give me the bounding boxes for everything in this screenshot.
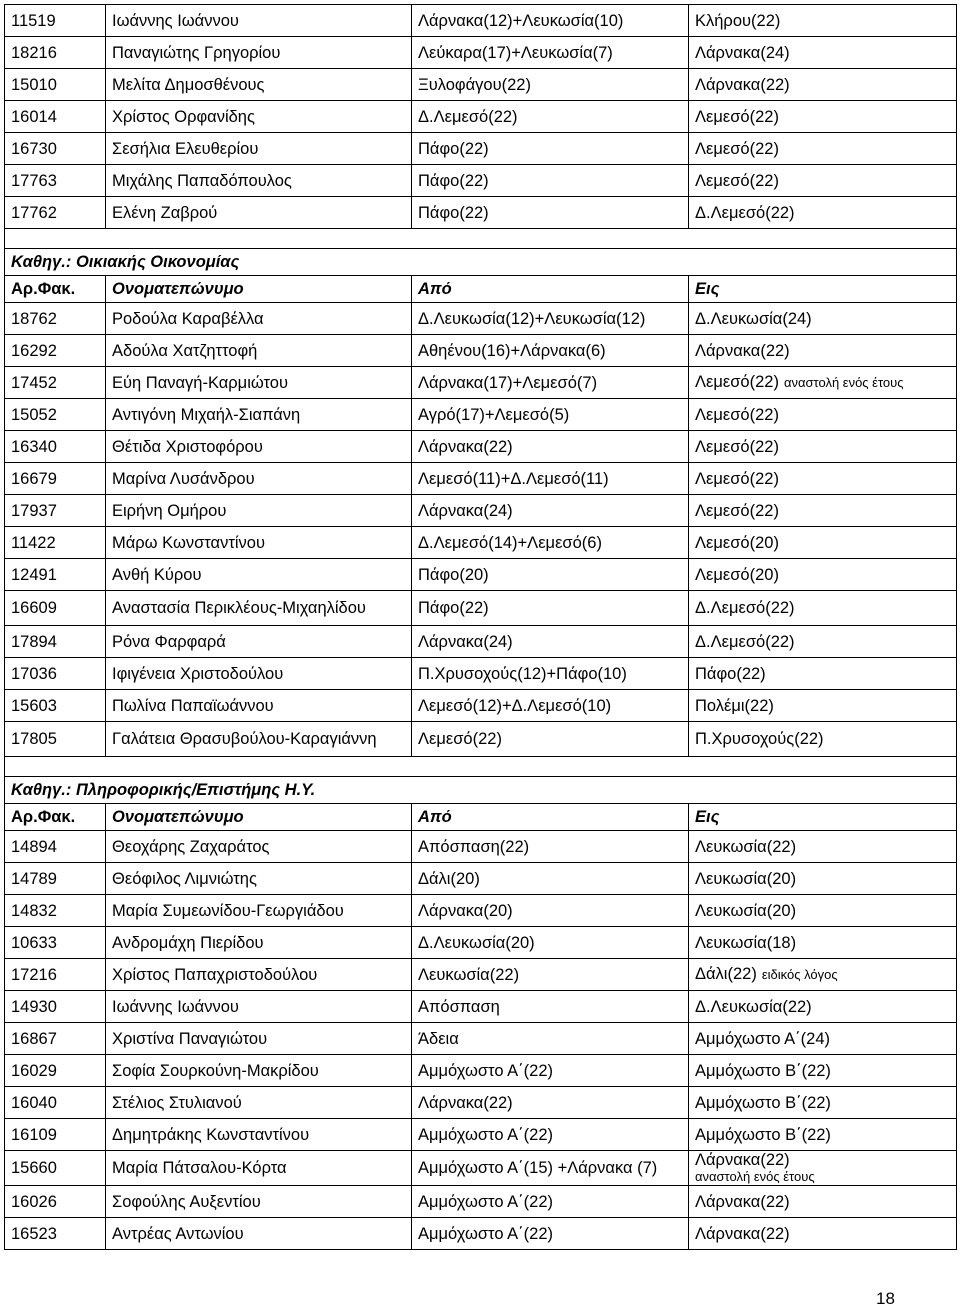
file-number-cell: 17216 xyxy=(5,959,106,991)
from-cell: Πάφο(22) xyxy=(412,165,689,197)
to-value: Αμμόχωστο Β΄(22) xyxy=(695,1093,831,1112)
to-cell xyxy=(689,495,957,527)
from-cell: Αθηένου(16)+Λάρνακα(6) xyxy=(412,335,689,367)
to-value: Π.Χρυσοχούς(22) xyxy=(695,730,824,748)
table-row xyxy=(5,69,957,101)
to-cell xyxy=(689,722,957,757)
file-number-cell: 16867 xyxy=(5,1023,106,1055)
table-row xyxy=(5,658,957,690)
from-cell: Πάφο(22) xyxy=(412,133,689,165)
name-header: Ονοματεπώνυμο xyxy=(106,276,412,303)
to-value: Δάλι(22) xyxy=(695,965,757,983)
to-cell xyxy=(689,431,957,463)
to-cell xyxy=(689,658,957,690)
from-cell: Αμμόχωστο Α΄(22) xyxy=(412,1186,689,1218)
to-value: Αμμόχωστο Β΄(22) xyxy=(695,1061,831,1080)
table-row xyxy=(5,37,957,69)
file-number-cell: 14930 xyxy=(5,991,106,1023)
category-row xyxy=(5,777,957,804)
from-header: Από xyxy=(412,804,689,831)
to-value: Δ.Λεμεσό(22) xyxy=(695,632,795,651)
table-row xyxy=(5,335,957,367)
file-number-cell: 17937 xyxy=(5,495,106,527)
to-cell xyxy=(689,367,957,399)
to-cell xyxy=(689,165,957,197)
name-cell: Αντιγόνη Μιχαήλ-Σιαπάνη xyxy=(106,399,412,431)
from-cell: Πάφο(22) xyxy=(412,591,689,626)
table-row xyxy=(5,559,957,591)
document-page xyxy=(4,4,956,1308)
to-cell xyxy=(689,690,957,722)
table-row xyxy=(5,863,957,895)
table-row xyxy=(5,399,957,431)
name-cell: Ιωάννης Ιωάννου xyxy=(106,5,412,37)
table-row xyxy=(5,591,957,626)
file-number-cell: 18762 xyxy=(5,303,106,335)
to-value: Λάρνακα(22) xyxy=(695,1192,790,1211)
to-cell xyxy=(689,626,957,658)
table-row xyxy=(5,959,957,991)
to-cell xyxy=(689,399,957,431)
table-row xyxy=(5,1023,957,1055)
name-cell: Ειρήνη Ομήρου xyxy=(106,495,412,527)
to-value: Δ.Λευκωσία(24) xyxy=(695,309,812,328)
to-value: Λάρνακα(22) xyxy=(695,1150,790,1169)
name-cell: Ιωάννης Ιωάννου xyxy=(106,991,412,1023)
file-number-cell: 16609 xyxy=(5,591,106,626)
to-cell xyxy=(689,101,957,133)
from-cell: Λευκωσία(22) xyxy=(412,959,689,991)
name-cell: Θεοχάρης Ζαχαράτος xyxy=(106,831,412,863)
to-cell xyxy=(689,895,957,927)
from-cell: Απόσπαση xyxy=(412,991,689,1023)
to-cell xyxy=(689,1186,957,1218)
to-cell xyxy=(689,831,957,863)
from-cell: Λάρνακα(12)+Λευκωσία(10) xyxy=(412,5,689,37)
name-cell: Πωλίνα Παπαϊωάννου xyxy=(106,690,412,722)
name-cell: Ροδούλα Καραβέλλα xyxy=(106,303,412,335)
to-value: Λάρνακα(22) xyxy=(695,1224,790,1243)
name-cell: Θεόφιλος Λιμνιώτης xyxy=(106,863,412,895)
to-cell xyxy=(689,335,957,367)
note-text: αναστολή ενός έτους xyxy=(783,375,904,390)
table-row xyxy=(5,463,957,495)
to-value: Πολέμι(22) xyxy=(695,696,774,715)
to-value: Λεμεσό(20) xyxy=(695,565,779,584)
to-value: Λεμεσό(22) xyxy=(695,171,779,190)
name-cell: Μάρω Κωνσταντίνου xyxy=(106,527,412,559)
file-number-cell: 18216 xyxy=(5,37,106,69)
file-number-cell: 16109 xyxy=(5,1119,106,1151)
table-row xyxy=(5,133,957,165)
name-cell: Γαλάτεια Θρασυβούλου-Καραγιάννη xyxy=(106,722,412,757)
name-cell: Μαρία Συμεωνίδου-Γεωργιάδου xyxy=(106,895,412,927)
from-cell: Ξυλοφάγου(22) xyxy=(412,69,689,101)
from-cell: Αμμόχωστο Α΄(22) xyxy=(412,1055,689,1087)
to-value: Δ.Λεμεσό(22) xyxy=(695,203,795,222)
column-header-row xyxy=(5,276,957,303)
file-number-cell: 15603 xyxy=(5,690,106,722)
to-value: Λεμεσό(22) xyxy=(695,405,779,424)
from-cell: Δ.Λευκωσία(12)+Λευκωσία(12) xyxy=(412,303,689,335)
file-number-cell: 15660 xyxy=(5,1151,106,1186)
name-cell: Σοφούλης Αυξεντίου xyxy=(106,1186,412,1218)
to-cell xyxy=(689,303,957,335)
file-number-cell: 15010 xyxy=(5,69,106,101)
to-value: Λεμεσό(22) xyxy=(695,139,779,158)
table-row xyxy=(5,895,957,927)
name-cell: Θέτιδα Χριστοφόρου xyxy=(106,431,412,463)
name-cell: Ανδρομάχη Πιερίδου xyxy=(106,927,412,959)
table-row xyxy=(5,367,957,399)
category-row xyxy=(5,249,957,276)
table-row xyxy=(5,101,957,133)
from-cell: Π.Χρυσοχούς(12)+Πάφο(10) xyxy=(412,658,689,690)
table-row xyxy=(5,527,957,559)
spacer-cell xyxy=(5,229,957,249)
table-row xyxy=(5,690,957,722)
file-number-cell: 15052 xyxy=(5,399,106,431)
file-number-cell: 11519 xyxy=(5,5,106,37)
name-cell: Στέλιος Στυλιανού xyxy=(106,1087,412,1119)
name-cell: Χριστίνα Παναγιώτου xyxy=(106,1023,412,1055)
to-cell xyxy=(689,1151,957,1186)
from-cell: Λεμεσό(11)+Δ.Λεμεσό(11) xyxy=(412,463,689,495)
from-cell: Λάρνακα(22) xyxy=(412,431,689,463)
spacer-row xyxy=(5,229,957,249)
from-cell: Λάρνακα(22) xyxy=(412,1087,689,1119)
to-value: Αμμόχωστο Β΄(22) xyxy=(695,1125,831,1144)
to-cell xyxy=(689,1087,957,1119)
file-number-cell: 16679 xyxy=(5,463,106,495)
spacer-row xyxy=(5,757,957,777)
to-cell xyxy=(689,133,957,165)
name-header: Ονοματεπώνυμο xyxy=(106,804,412,831)
name-cell: Χρίστος Ορφανίδης xyxy=(106,101,412,133)
file-number-cell: 14832 xyxy=(5,895,106,927)
spacer-cell xyxy=(5,757,957,777)
file-number-cell: 17452 xyxy=(5,367,106,399)
to-value: Δ.Λεμεσό(22) xyxy=(695,599,795,617)
to-value: Λάρνακα(24) xyxy=(695,43,790,62)
file-number-header: Αρ.Φακ. xyxy=(5,804,106,831)
from-cell: Απόσπαση(22) xyxy=(412,831,689,863)
from-cell: Λεύκαρα(17)+Λευκωσία(7) xyxy=(412,37,689,69)
to-cell xyxy=(689,991,957,1023)
from-cell: Δ.Λεμεσό(14)+Λεμεσό(6) xyxy=(412,527,689,559)
to-header: Εις xyxy=(689,276,957,303)
to-value: Λεμεσό(22) xyxy=(695,469,779,488)
table-row xyxy=(5,495,957,527)
from-cell: Άδεια xyxy=(412,1023,689,1055)
to-cell xyxy=(689,927,957,959)
file-number-cell: 16026 xyxy=(5,1186,106,1218)
category-title: Καθηγ.: Οικιακής Οικονομίας xyxy=(5,249,957,276)
file-number-cell: 17036 xyxy=(5,658,106,690)
table-row xyxy=(5,431,957,463)
allocation-table-body xyxy=(5,5,957,1250)
from-cell: Πάφο(20) xyxy=(412,559,689,591)
from-cell: Λάρνακα(17)+Λεμεσό(7) xyxy=(412,367,689,399)
name-cell: Αδούλα Χατζηττοφή xyxy=(106,335,412,367)
allocation-table xyxy=(4,4,957,1250)
file-number-cell: 16730 xyxy=(5,133,106,165)
to-cell xyxy=(689,1023,957,1055)
file-number-cell: 17762 xyxy=(5,197,106,229)
table-row xyxy=(5,1218,957,1250)
name-cell: Ανθή Κύρου xyxy=(106,559,412,591)
file-number-cell: 12491 xyxy=(5,559,106,591)
table-row xyxy=(5,722,957,757)
table-row xyxy=(5,1151,957,1186)
category-title: Καθηγ.: Πληροφορικής/Επιστήμης Η.Υ. xyxy=(5,777,957,804)
file-number-cell: 14894 xyxy=(5,831,106,863)
from-cell: Δ.Λευκωσία(20) xyxy=(412,927,689,959)
to-value: Λάρνακα(22) xyxy=(695,341,790,360)
to-value: Λευκωσία(18) xyxy=(695,933,797,952)
file-number-cell: 16029 xyxy=(5,1055,106,1087)
name-cell: Εύη Παναγή-Καρμιώτου xyxy=(106,367,412,399)
file-number-cell: 17805 xyxy=(5,722,106,757)
from-cell: Λάρνακα(20) xyxy=(412,895,689,927)
table-row xyxy=(5,1055,957,1087)
name-cell: Μαρία Πάτσαλου-Κόρτα xyxy=(106,1151,412,1186)
from-cell: Αμμόχωστο Α΄(22) xyxy=(412,1119,689,1151)
to-value: Δ.Λευκωσία(22) xyxy=(695,997,812,1016)
file-number-cell: 17763 xyxy=(5,165,106,197)
to-value: Λεμεσό(22) xyxy=(695,107,779,126)
from-cell: Δ.Λεμεσό(22) xyxy=(412,101,689,133)
to-header: Εις xyxy=(689,804,957,831)
table-row xyxy=(5,1119,957,1151)
to-cell xyxy=(689,527,957,559)
to-cell xyxy=(689,37,957,69)
file-number-header: Αρ.Φακ. xyxy=(5,276,106,303)
to-value: Λευκωσία(20) xyxy=(695,901,797,920)
table-row xyxy=(5,303,957,335)
name-cell: Ρόνα Φαρφαρά xyxy=(106,626,412,658)
from-cell: Λάρνακα(24) xyxy=(412,495,689,527)
note-text: αναστολή ενός έτους xyxy=(695,1168,815,1184)
to-cell xyxy=(689,959,957,991)
file-number-cell: 16014 xyxy=(5,101,106,133)
name-cell: Μαρίνα Λυσάνδρου xyxy=(106,463,412,495)
to-value: Λευκωσία(20) xyxy=(695,869,797,888)
file-number-cell: 16523 xyxy=(5,1218,106,1250)
name-cell: Παναγιώτης Γρηγορίου xyxy=(106,37,412,69)
name-cell: Αναστασία Περικλέους-Μιχαηλίδου xyxy=(106,591,412,626)
to-cell xyxy=(689,5,957,37)
page-number: 18 xyxy=(876,1289,895,1308)
from-cell: Λάρνακα(24) xyxy=(412,626,689,658)
to-cell xyxy=(689,559,957,591)
to-value: Αμμόχωστο Α΄(24) xyxy=(695,1029,831,1048)
name-cell: Ιφιγένεια Χριστοδούλου xyxy=(106,658,412,690)
table-row xyxy=(5,5,957,37)
name-cell: Σοφία Σουρκούνη-Μακρίδου xyxy=(106,1055,412,1087)
from-cell: Πάφο(22) xyxy=(412,197,689,229)
file-number-cell: 16340 xyxy=(5,431,106,463)
to-cell xyxy=(689,1218,957,1250)
file-number-cell: 16040 xyxy=(5,1087,106,1119)
to-value: Λεμεσό(20) xyxy=(695,533,779,552)
name-cell: Δημητράκης Κωνσταντίνου xyxy=(106,1119,412,1151)
name-cell: Μιχάλης Παπαδόπουλος xyxy=(106,165,412,197)
to-value: Λεμεσό(22) xyxy=(695,373,779,391)
table-row xyxy=(5,1186,957,1218)
table-row xyxy=(5,927,957,959)
to-value: Λευκωσία(22) xyxy=(695,837,797,856)
to-cell xyxy=(689,1119,957,1151)
to-cell xyxy=(689,69,957,101)
table-row xyxy=(5,1087,957,1119)
table-row xyxy=(5,197,957,229)
to-cell xyxy=(689,863,957,895)
name-cell: Σεσήλια Ελευθερίου xyxy=(106,133,412,165)
to-cell xyxy=(689,591,957,626)
from-cell: Αμμόχωστο Α΄(22) xyxy=(412,1218,689,1250)
name-cell: Ελένη Ζαβρού xyxy=(106,197,412,229)
to-value: Λάρνακα(22) xyxy=(695,75,790,94)
from-cell: Αγρό(17)+Λεμεσό(5) xyxy=(412,399,689,431)
file-number-cell: 10633 xyxy=(5,927,106,959)
name-cell: Μελίτα Δημοσθένους xyxy=(106,69,412,101)
from-cell: Αμμόχωστο Α΄(15) +Λάρνακα (7) xyxy=(412,1151,689,1186)
to-cell xyxy=(689,197,957,229)
table-row xyxy=(5,165,957,197)
note-text: ειδικός λόγος xyxy=(761,967,838,982)
from-header: Από xyxy=(412,276,689,303)
table-row xyxy=(5,991,957,1023)
to-value: Πάφο(22) xyxy=(695,664,766,683)
column-header-row xyxy=(5,804,957,831)
file-number-cell: 11422 xyxy=(5,527,106,559)
file-number-cell: 17894 xyxy=(5,626,106,658)
to-cell xyxy=(689,1055,957,1087)
to-cell xyxy=(689,463,957,495)
file-number-cell: 14789 xyxy=(5,863,106,895)
to-value: Λεμεσό(22) xyxy=(695,437,779,456)
table-row xyxy=(5,626,957,658)
from-cell: Δάλι(20) xyxy=(412,863,689,895)
to-value: Λεμεσό(22) xyxy=(695,501,779,520)
from-cell: Λεμεσό(22) xyxy=(412,722,689,757)
to-value: Κλήρου(22) xyxy=(695,11,781,30)
name-cell: Αντρέας Αντωνίου xyxy=(106,1218,412,1250)
table-row xyxy=(5,831,957,863)
from-cell: Λεμεσό(12)+Δ.Λεμεσό(10) xyxy=(412,690,689,722)
file-number-cell: 16292 xyxy=(5,335,106,367)
name-cell: Χρίστος Παπαχριστοδούλου xyxy=(106,959,412,991)
